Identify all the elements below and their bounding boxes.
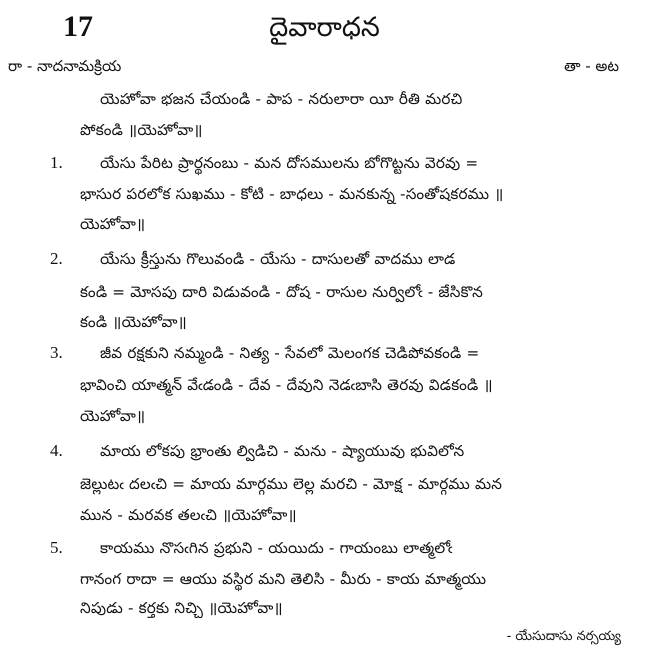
stanza-number: 2. [50, 249, 63, 268]
stanza-number: 4. [50, 441, 63, 460]
pallavi-line: పోకండి ॥యెహోవా॥ [80, 121, 203, 139]
stanza-line: కండి ॥యెహోవా॥ [80, 313, 187, 331]
stanza-line: జీవ రక్షకుని నమ్మండి - నిత్య - సేవలో మెలంగక చెడిపోవకండి = [100, 344, 480, 362]
stanza-line: యెహోవా॥ [80, 215, 146, 233]
stanza-line: యేసు క్రీస్తును గొలువండి - యేసు - దాసులతో వాదము లాడ [100, 250, 456, 268]
pallavi-line: యెహోవా భజన చేయండి - పాప - నరులారా యీ రీతి మరచి [100, 90, 463, 108]
stanza-line: కాయము నొసఁగిన ప్రభుని - యయిదు - గాయంబు లాత్మలోఁ [100, 539, 453, 557]
stanza-line: యేసు పేరిట ప్రార్థనంబు - మన దోసములను బోగొట్టను వెరవు = [100, 154, 479, 172]
tala-label: తా - అట [564, 57, 619, 75]
stanza-line: నిపుడు - కర్తకు నిచ్చి ॥యెహోవా॥ [80, 599, 283, 617]
stanza-line: మున - మరవక తలఁచి ॥యెహోవా॥ [80, 506, 297, 524]
stanza-number: 1. [50, 153, 63, 172]
stanza-line: భావించి యాత్మన్ వేఁడండి - దేవ - దేవుని నెడఁబాసి తెరవు విడకండి ॥ [80, 376, 493, 394]
raga-label: రా - నాదనామక్రియ [8, 57, 122, 75]
stanza-number: 5. [50, 538, 63, 557]
stanza-line: మాయ లోకపు భ్రాంతు ల్విడిచి - మను - ష్యాయువు భువిలోన [100, 442, 465, 460]
author-credit: - యేసుదాసు నర్సయ్య [506, 629, 621, 644]
stanza-line: యెహోవా॥ [80, 407, 146, 425]
stanza-line: జెల్లుటఁ దలఁచి = మాయ మార్గము లెల్ల మరచి - మోక్ష - మార్గము మన [80, 475, 503, 493]
song-title: దైవారాధన [269, 12, 380, 43]
stanza-line: భాసుర పరలోక సుఖము - కోటి - బాధలు - మనకున్న -సంతోషకరము ॥ [80, 185, 504, 203]
stanza-number: 3. [50, 343, 63, 362]
song-number: 17 [63, 10, 93, 43]
stanza-line: కండి = మోసపు దారి విడువండి - దోష - రాసుల నుర్విలోఁ - జేసికొన [80, 283, 483, 301]
stanza-line: గానంగ రాదా = ఆయు వస్థిర మని తెలిసి - మీరు - కాయ మాత్మయు [80, 570, 487, 588]
